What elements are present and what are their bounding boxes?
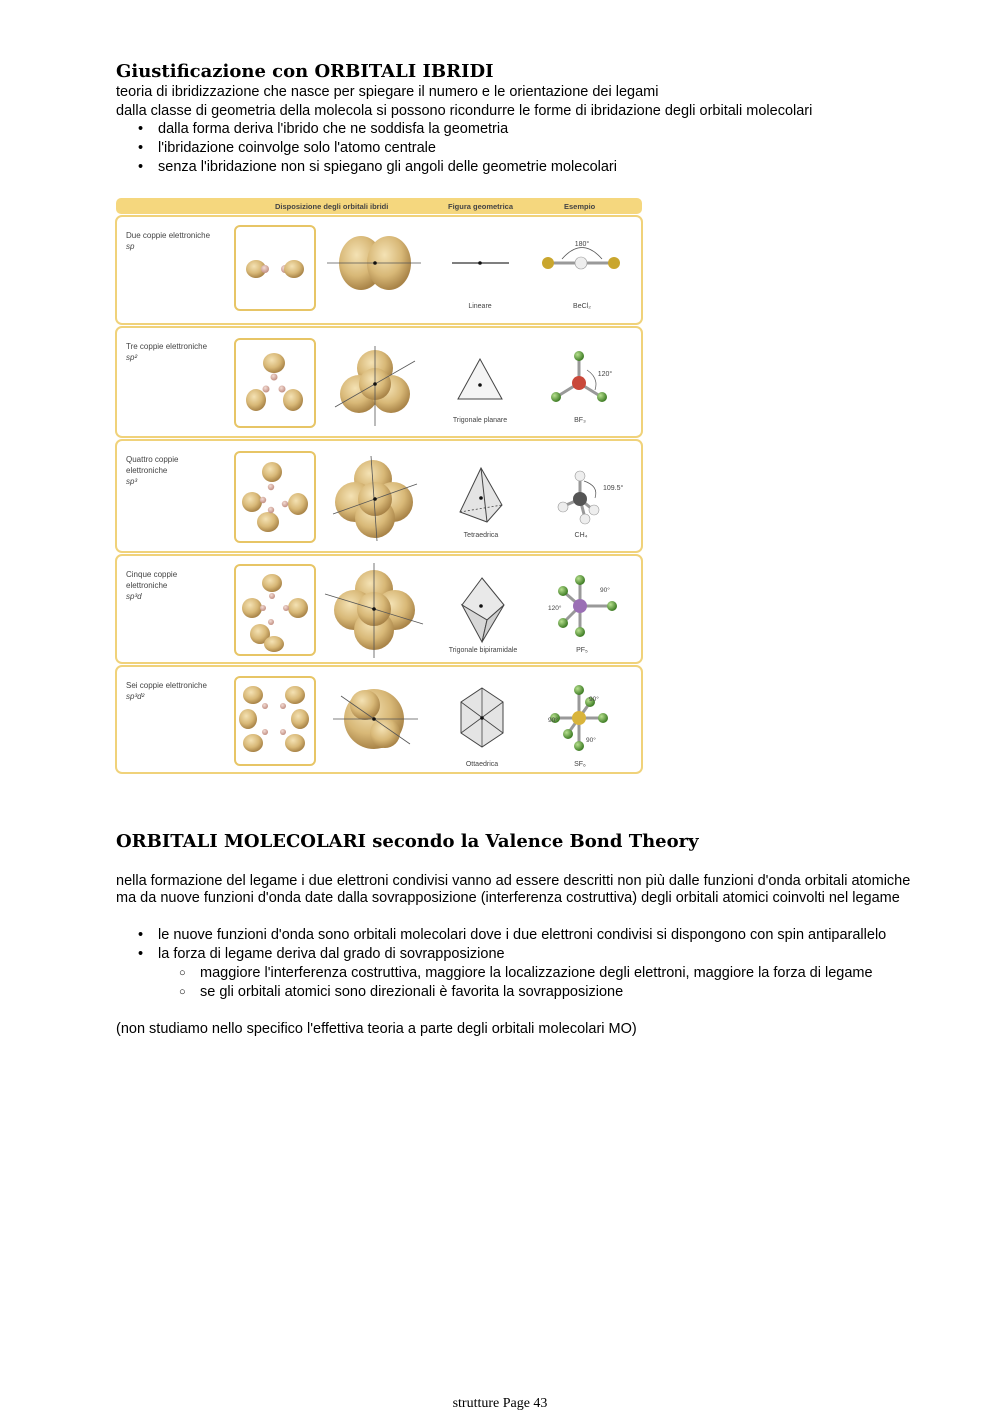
example-label: BeCl₂ [573,303,591,310]
list-item-text: la forza di legame deriva dal grado di sovrapposizione [158,946,505,962]
row-label: Due coppie elettroniche [126,231,211,240]
example-label: BF₃ [574,417,586,424]
hybrid-label: sp³d² [126,692,145,701]
row-sp3d2 [116,666,642,773]
row-label: Cinque coppie [126,570,178,579]
angle-label: 90° [586,737,596,744]
shape-label: Tetraedrica [463,532,499,539]
page-footer: strutture Page 43 [452,1396,548,1411]
list-item: • l'ibridazione coinvolge solo l'atomo centrale [116,139,617,158]
angle-label: 180° [574,241,590,248]
shape-label: Trigonale bipiramidale [448,647,518,654]
section-title-orbitali-molecolari: ORBITALI MOLECOLARI secondo la Valence Bond Theory [116,831,699,852]
angle-label: 90° [589,696,599,703]
orbital-box [235,339,315,427]
example-label: CH₄ [574,532,588,539]
shape-label: Lineare [468,303,492,310]
header-esempio: Esempio [564,202,596,211]
header-disposizione: Disposizione degli orbitali ibridi [275,202,389,211]
row-sp3 [116,440,642,552]
note-text: (non studiamo nello specifico l'effettiva teoria a parte degli orbitali molecolari MO) [116,1021,637,1037]
section-title-orbitali-ibridi: Giustificazione con ORBITALI IBRIDI [116,61,494,82]
row-sp2 [116,327,642,437]
bullet-list [116,120,617,177]
shape-label: Ottaedrica [465,761,499,768]
angle-label: 120° [548,605,562,612]
paragraph-line: teoria di ibridizzazione che nasce per spiegare il numero e le orientazione dei legami [116,84,659,100]
header-figura: Figura geometrica [448,202,514,211]
list-item: • le nuove funzioni d'onda sono orbitali molecolari dove i due elettroni condivisi si dispongono con spin antiparallelo [116,926,886,945]
row-label-2: elettroniche [126,581,168,590]
example-label: SF₆ [574,761,586,768]
hybrid-label: sp³d [126,592,142,601]
row-sp3d [116,555,642,663]
sub-bullet-list [116,964,873,1002]
row-label: Sei coppie elettroniche [126,681,207,690]
hybrid-label: sp [126,242,135,251]
hybrid-label: sp² [126,353,138,362]
angle-label: 109.5° [603,485,624,492]
list-item [116,945,886,964]
sub-list-item: ○ se gli orbitali atomici sono direzionali è favorita la sovrapposizione [116,983,873,1002]
angle-label: 90° [600,587,610,594]
angle-label: 90° [548,717,558,724]
paragraph-line: nella formazione del legame i due elettroni condivisi vanno ad essere descritti non più dalle funzioni d'onda orbitali atomiche [116,873,911,889]
row-label: Tre coppie elettroniche [126,342,208,351]
paragraph-line: dalla classe di geometria della molecola si possono ricondurre le forme di ibridazione degli orbitali molecolari [116,103,813,119]
hybrid-label: sp³ [126,477,138,486]
bullet-list [116,926,886,964]
list-item: • dalla forma deriva l'ibrido che ne soddisfa la geometria [116,120,617,139]
example-label: PF₅ [576,647,588,654]
list-item: • senza l'ibridazione non si spiegano gli angoli delle geometrie molecolari [116,158,617,177]
row-label-2: elettroniche [126,466,168,475]
row-label: Quattro coppie [126,455,179,464]
sub-list-item: ○ maggiore l'interferenza costruttiva, maggiore la localizzazione degli elettroni, maggiore la forza di legame [116,964,873,983]
hybrid-orbitals-figure [115,196,643,776]
angle-label: 120° [597,371,613,378]
row-sp [116,216,642,324]
paragraph-line: ma da nuove funzioni d'onda date dalla sovrapposizione (interferenza costruttiva) degli orbitali atomici coinvolti nel legame [116,890,900,906]
shape-label: Trigonale planare [452,417,508,424]
